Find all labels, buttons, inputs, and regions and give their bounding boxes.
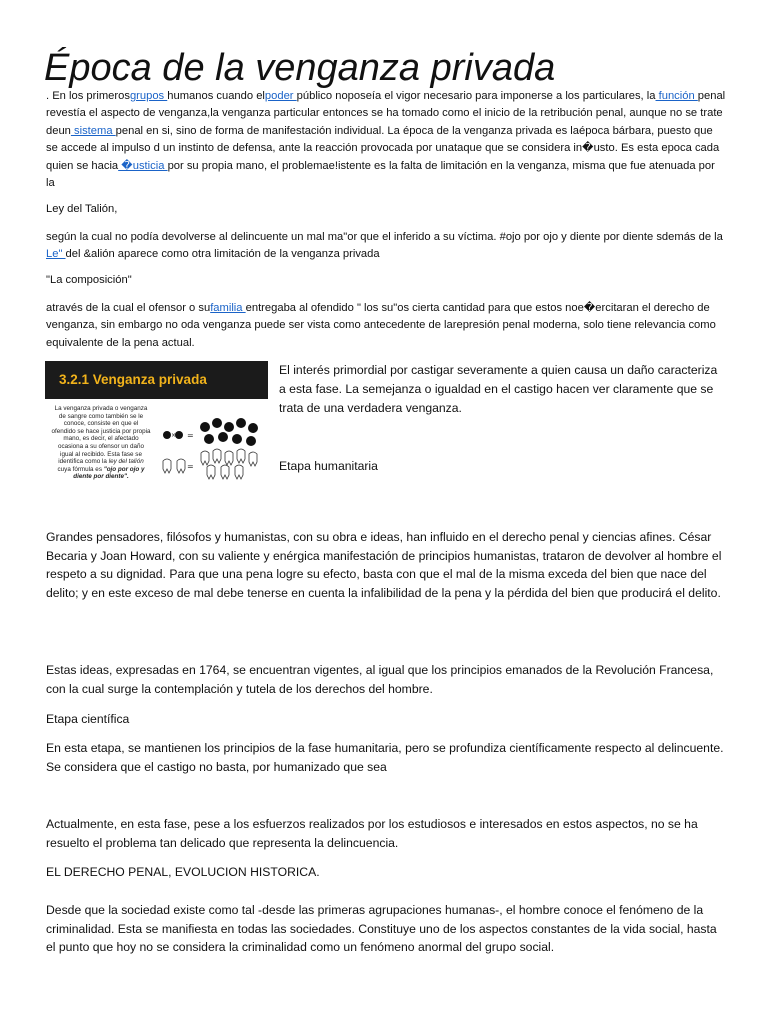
- link-ley[interactable]: Le": [46, 248, 66, 261]
- teeth-group-icon: [201, 449, 257, 479]
- svg-text:=: =: [187, 431, 194, 440]
- talion-line: [46, 201, 726, 218]
- svg-text:=: =: [187, 462, 194, 471]
- figure-caption: [51, 405, 151, 481]
- composicion-line: [46, 272, 726, 289]
- text: según la cual no podía devolverse al delincuente un mal ma"or que el inferido a su víctima. #ojo por ojo y diente por diente sdemás de la: [46, 231, 723, 243]
- text: através de la cual el ofensor o su: [46, 302, 211, 314]
- ideas-paragraph: [46, 661, 726, 698]
- text: público noposeía el vigor necesario para imponerse a los particulares,: [296, 90, 644, 102]
- talion-text: Ley del Talión,: [46, 203, 118, 215]
- text: penal revestía el aspecto de venganza,la venganza particular entonces se ha tomado como el inicio de la retribución penal, aunque no se trate deun: [46, 90, 726, 137]
- text: "ojo por ojo y diente por diente".: [73, 465, 145, 481]
- link-funcion[interactable]: función: [655, 90, 698, 102]
- link-familia[interactable]: familia: [210, 302, 246, 314]
- pensadores-text: Grandes pensadores, filósofos y humanistas, con su obra e ideas, han influido en el derecho penal y ciencias afines. César Becaria y Joan Howard, con su valiente y enérgica manifestación de principios humanistas, trataron de devolver al hombre el respeto a su dignidad. Para que una pena logre su efecto, basta con que el mal de la misma exceda del bien que nace del delito; y en este exceso de mal debe tenerse en cuenta la infalibilidad de la pena y la pérdida del bien que producirá el delito.: [46, 530, 722, 600]
- link-justicia[interactable]: �usticia: [118, 159, 168, 172]
- text: penal en si, sino de forma de manifestación individual. La época de la venganza privada es laépoca bárbara, puesto que se accede al impulso d un instinto de defensa, ante la reacción provocada por unataque que se considera in�usto. Es esta epoca cada quien se hacia: [46, 124, 720, 172]
- eyes-group-icon: [200, 418, 258, 446]
- desde-paragraph: [46, 901, 726, 957]
- link-poder[interactable]: poder: [264, 90, 297, 102]
- humanitaria-heading: Etapa humanitaria: [279, 459, 378, 473]
- link-grupos[interactable]: grupos: [129, 90, 168, 102]
- side-paragraph: [279, 361, 719, 418]
- svg-text:×: ×: [171, 432, 177, 439]
- cientifica-body: En esta etapa, se mantienen los principios de la fase humanitaria, pero se profundiza científicamente respecto al delincuente. Se considera que el castigo no basta, por humanizado que sea: [46, 741, 724, 774]
- traves-paragraph: [46, 300, 726, 352]
- segun-paragraph: [46, 229, 726, 264]
- cientifica-text: Etapa científica: [46, 712, 130, 726]
- page-title: Época de la venganza privada: [44, 47, 556, 89]
- ideas-text: Estas ideas, expresadas en 1764, se encuentran vigentes, al igual que los principios emanados de la Revolución Francesa, con la cual surge la contemplación y tutela de los derechos del hombre.: [46, 663, 714, 696]
- text: humanos cuando el: [167, 90, 265, 102]
- desde-text: Desde que la sociedad existe como tal -desde las primeras agrupaciones humanas-, el hombre conoce el fenómeno de la criminalidad. Esta se manifiesta en todas las sociedades. Constituye uno de los aspectos constantes de la vida social, hasta el punto que hoy no se considera la criminalidad como un fenómeno anormal del grupo social.: [46, 903, 717, 955]
- eye-tooth-illustration: [157, 401, 267, 487]
- actualmente-text: Actualmente, en esta fase, pese a los esfuerzos realizados por los estudiosos e interesados en estos aspectos, no se ha resuelto el problema tan delicado que representa la delincuencia.: [46, 817, 698, 850]
- derecho-heading: [46, 863, 726, 882]
- pensadores-paragraph: [46, 528, 726, 602]
- text: del &alión aparece como otra limitación de la venganza privada: [65, 248, 380, 261]
- venganza-figure: [45, 361, 268, 487]
- actualmente-paragraph: [46, 815, 726, 852]
- tooth-icon: [163, 459, 185, 473]
- text: La venganza privada o venganza de sangre como también se le conoce, consiste en que el ofendido se hace justicia por propia mano, es decir, el afectado ocasiona a su ofensor un daño igual al recibido. Esta fase se identifica como la: [51, 405, 151, 466]
- text: entregaba al ofendido " los su"os cierta cantidad para que estos noe�ercitaran el derecho de venganza, sin embargo no oda venganza puede ser vista como antecedente de larepresión penal moderna, solo tiene relevancia como equivalente de la pena actual.: [46, 302, 716, 349]
- figure-heading: 3.2.1 Venganza privada: [45, 361, 268, 399]
- side-text: El interés primordial por castigar severamente a quien causa un daño caracteriza a esta fase. La semejanza o igualdad en el castigo hacen ver claramente que se trata de una verdadera venganza.: [279, 363, 718, 415]
- text: por su propia mano, el problemae!istente es la falta de limitación en la venganza, misma que fue atenuada por la: [46, 159, 715, 190]
- composicion-text: "La composición": [46, 274, 132, 286]
- cientifica-paragraph: [46, 739, 726, 776]
- link-sistema[interactable]: sistema: [70, 124, 116, 137]
- text: . En los primeros: [46, 90, 130, 102]
- text: cuya fórmula es: [57, 465, 104, 473]
- text: ley del talión: [108, 458, 144, 466]
- derecho-text: EL DERECHO PENAL, EVOLUCION HISTORICA.: [46, 865, 320, 879]
- text: la: [646, 90, 656, 102]
- intro-paragraph: [46, 88, 726, 192]
- cientifica-heading: [46, 710, 726, 729]
